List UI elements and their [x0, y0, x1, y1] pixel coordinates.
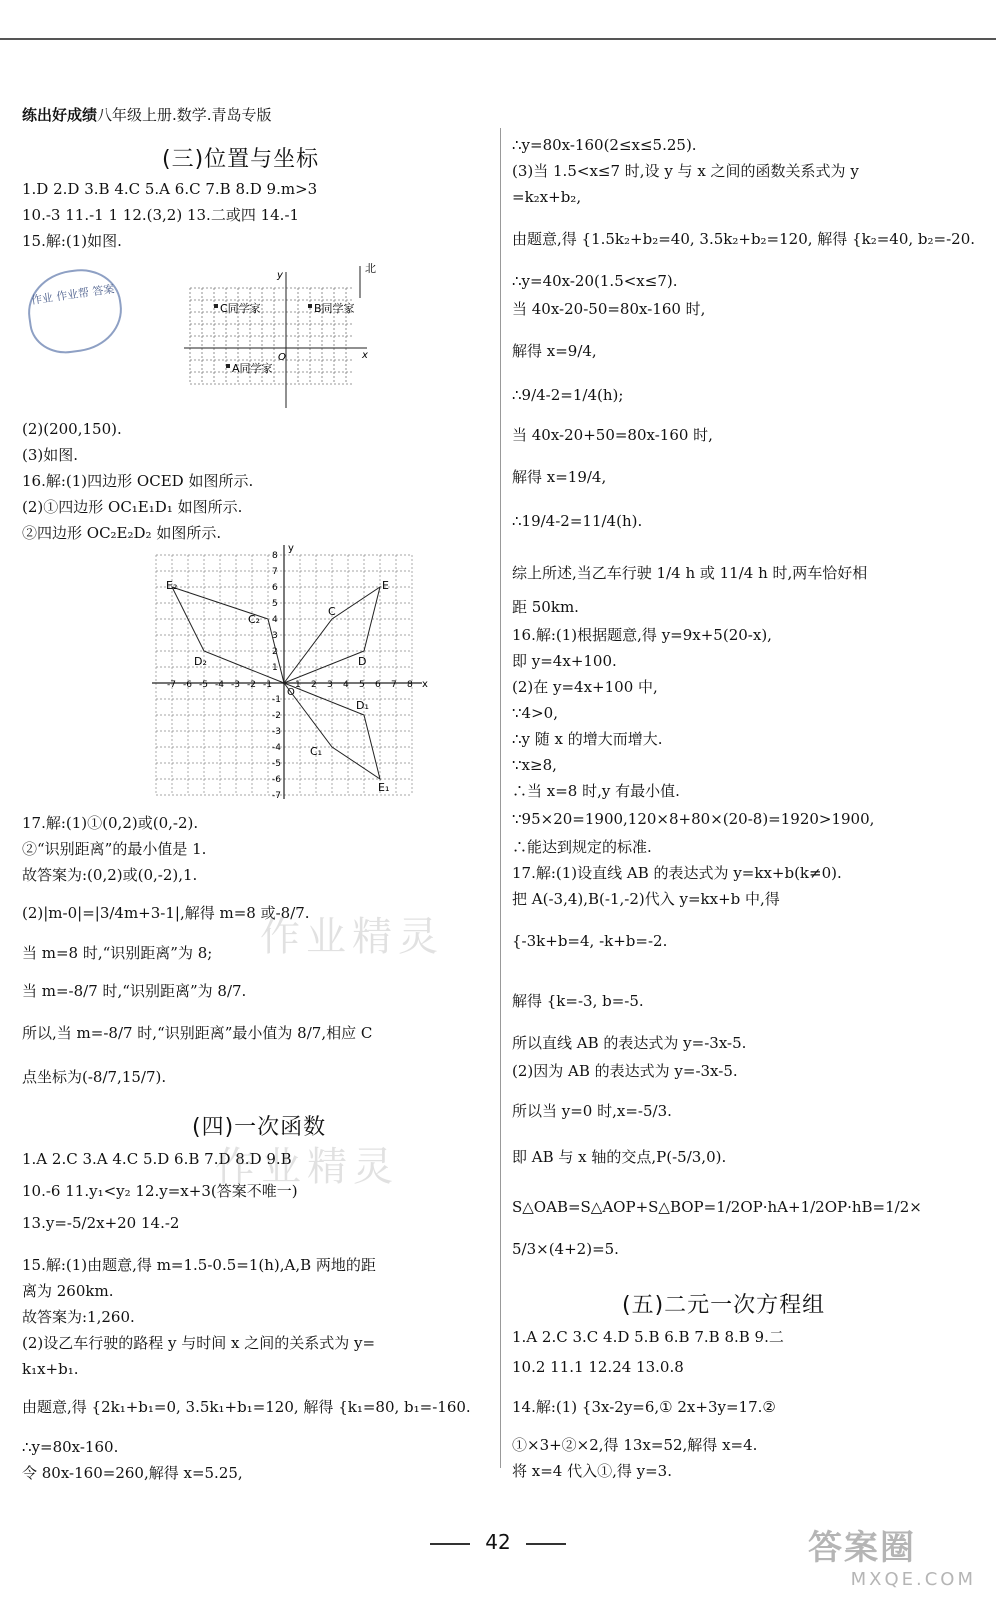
figure-coordinate-map — [182, 258, 382, 408]
answer-line: ∴19/4-2=11/4(h). — [512, 512, 643, 530]
answer-line: 当 40x-20-50=80x-160 时, — [512, 300, 706, 318]
y-tick-label: 1 — [272, 663, 278, 673]
section-title-3: (三)位置与坐标 — [162, 147, 320, 172]
homework-stamp — [23, 264, 127, 358]
y-tick-label: 6 — [272, 583, 278, 593]
answer-line: 令 80x-160=260,解得 x=5.25, — [22, 1464, 243, 1482]
answer-line: S△OAB=S△AOP+S△BOP=1/2OP·hA+1/2OP·hB=1/2× — [512, 1198, 922, 1216]
map-x-label: x — [362, 350, 368, 361]
answer-line: 点坐标为(-8/7,15/7). — [22, 1068, 167, 1086]
watermark: 作业精灵 — [260, 914, 444, 960]
answer-line: 解得 {k=-3, b=-5. — [512, 992, 644, 1010]
answer-line: ∴y 随 x 的增大而增大. — [512, 730, 663, 748]
x-tick-label: -3 — [231, 680, 240, 690]
answer-line: 离为 260km. — [22, 1282, 114, 1300]
answer-line: 当 m=-8/7 时,“识别距离”为 8/7. — [22, 982, 247, 1000]
x-tick-label: 3 — [327, 680, 333, 690]
answer-line: (2)(200,150). — [22, 420, 122, 438]
y-tick-label: -1 — [272, 695, 281, 705]
x-axis-label: x — [422, 679, 428, 690]
point-label-D2: D₂ — [194, 655, 207, 668]
y-tick-label: 7 — [272, 567, 278, 577]
answer-line: ∵95×20=1900,120×8+80×(20-8)=1920>1900, — [512, 810, 875, 828]
point-label-E2: E₂ — [166, 579, 178, 592]
x-tick-label: 5 — [359, 680, 365, 690]
answer-line: =k₂x+b₂, — [512, 188, 582, 206]
y-tick-label: -7 — [272, 791, 281, 801]
watermark: 作业精灵 — [215, 1144, 399, 1190]
y-tick-label: -6 — [272, 775, 281, 785]
y-tick-label: 2 — [272, 647, 278, 657]
section-title-4: (四)一次函数 — [192, 1115, 327, 1140]
answer-line: ②四边形 OC₂E₂D₂ 如图所示. — [22, 524, 222, 542]
y-axis-label: y — [288, 543, 294, 554]
x-tick-label: 2 — [311, 680, 317, 690]
answer-line: 14.解:(1) {3x-2y=6,① 2x+3y=17.② — [512, 1398, 776, 1416]
answer-line: 13.y=-5/2x+20 14.-2 — [22, 1214, 180, 1232]
x-tick-label: -4 — [215, 680, 224, 690]
answer-line: 10.2 11.1 12.24 13.0.8 — [512, 1358, 684, 1376]
page-number: 42 — [485, 1530, 511, 1554]
north-label: 北 — [365, 262, 376, 275]
answer-line: 10.-6 11.y₁<y₂ 12.y=x+3(答案不唯一) — [22, 1182, 298, 1200]
answer-line: ∴9/4-2=1/4(h); — [512, 386, 624, 404]
home-c-label: C同学家 — [220, 302, 261, 315]
point-label-E1: E₁ — [378, 781, 390, 794]
answer-line: (2)在 y=4x+100 中, — [512, 678, 658, 696]
map-y-label: y — [277, 270, 283, 281]
answer-line: (2)设乙车行驶的路程 y 与时间 x 之间的关系式为 y= — [22, 1334, 376, 1352]
answer-line: 17.解:(1)①(0,2)或(0,-2). — [22, 814, 199, 832]
x-tick-label: 4 — [343, 680, 349, 690]
answer-line: 即 y=4x+100. — [512, 652, 617, 670]
home-b-label: B同学家 — [314, 302, 355, 315]
answer-line: 17.解:(1)设直线 AB 的表达式为 y=kx+b(k≠0). — [512, 864, 842, 882]
point-label-C2: C₂ — [248, 613, 261, 626]
answer-line: ∴y=80x-160. — [22, 1438, 119, 1456]
section-title-5: (五)二元一次方程组 — [622, 1293, 826, 1318]
answer-line: ∴当 x=8 时,y 有最小值. — [512, 782, 680, 800]
answer-line: 当 m=8 时,“识别距离”为 8; — [22, 944, 213, 962]
x-tick-label: -2 — [247, 680, 256, 690]
x-tick-label: -1 — [263, 680, 272, 690]
x-tick-label: -6 — [183, 680, 192, 690]
point-label-D1: D₁ — [356, 699, 369, 712]
x-tick-label: -5 — [199, 680, 208, 690]
stamp-text: 作业 作业帮 答案 — [30, 282, 116, 307]
figure-quadrilaterals — [132, 535, 432, 805]
answer-line: 综上所述,当乙车行驶 1/4 h 或 11/4 h 时,两车恰好相 — [512, 564, 868, 582]
y-tick-label: -3 — [272, 727, 281, 737]
answer-line: (2)①四边形 OC₁E₁D₁ 如图所示. — [22, 498, 243, 516]
x-tick-label: -7 — [167, 680, 176, 690]
logo-top: 答案圈 — [808, 1528, 916, 1568]
site-logo — [808, 1520, 976, 1592]
header-rest: 八年级上册.数学.青岛专版 — [97, 106, 272, 124]
answer-line: 1.A 2.C 3.C 4.D 5.B 6.B 7.B 8.B 9.二 — [512, 1328, 784, 1346]
x-tick-label: 6 — [375, 680, 381, 690]
answer-line: ∴y=40x-20(1.5<x≤7). — [512, 272, 678, 290]
answer-line: ①×3+②×2,得 13x=52,解得 x=4. — [512, 1436, 758, 1454]
answer-line: 即 AB 与 x 轴的交点,P(-5/3,0). — [512, 1148, 727, 1166]
answer-line: 1.D 2.D 3.B 4.C 5.A 6.C 7.B 8.D 9.m>3 — [22, 180, 318, 198]
answer-line: (2)因为 AB 的表达式为 y=-3x-5. — [512, 1062, 738, 1080]
answer-line: 由题意,得 {1.5k₂+b₂=40, 3.5k₂+b₂=120, 解得 {k₂=40, b₂=-20. — [512, 230, 976, 248]
home-a-label: A同学家 — [232, 362, 273, 375]
logo-bottom: MXQE.COM — [850, 1569, 976, 1590]
answer-line: ∴能达到规定的标准. — [512, 838, 652, 856]
answer-line: 所以当 y=0 时,x=-5/3. — [512, 1102, 672, 1120]
point-label-E: E — [382, 579, 389, 592]
y-tick-label: -2 — [272, 711, 281, 721]
answer-line: 把 A(-3,4),B(-1,-2)代入 y=kx+b 中,得 — [512, 890, 780, 908]
answer-line: 故答案为:(0,2)或(0,-2),1. — [22, 866, 198, 884]
y-tick-label: -5 — [272, 759, 281, 769]
answer-line: 1.A 2.C 3.A 4.C 5.D 6.B 7.D 8.D 9.B — [22, 1150, 292, 1168]
x-tick-label: 7 — [391, 680, 397, 690]
answer-line: 将 x=4 代入①,得 y=3. — [512, 1462, 672, 1480]
x-tick-label: 1 — [295, 680, 301, 690]
answer-line: 解得 x=9/4, — [512, 342, 597, 360]
answer-line: {-3k+b=4, -k+b=-2. — [512, 932, 668, 950]
y-tick-label: 8 — [272, 551, 278, 561]
footer-dash-right — [526, 1543, 566, 1545]
answer-line: (3)如图. — [22, 446, 79, 464]
answer-line: 5/3×(4+2)=5. — [512, 1240, 619, 1258]
point-label-D: D — [358, 655, 367, 668]
point-label-C: C — [328, 605, 336, 618]
y-tick-label: 5 — [272, 599, 278, 609]
answer-line: 16.解:(1)根据题意,得 y=9x+5(20-x), — [512, 626, 772, 644]
running-header — [22, 104, 272, 125]
point-label-C1: C₁ — [310, 745, 323, 758]
answer-line: ∵x≥8, — [512, 756, 557, 774]
answer-line: 由题意,得 {2k₁+b₁=0, 3.5k₁+b₁=120, 解得 {k₁=80, b₁=-160. — [22, 1398, 471, 1416]
y-tick-label: 3 — [272, 631, 278, 641]
answer-line: 10.-3 11.-1 1 12.(3,2) 13.二或四 14.-1 — [22, 206, 300, 224]
answer-line: ②“识别距离”的最小值是 1. — [22, 840, 207, 858]
y-tick-label: 4 — [272, 615, 278, 625]
answer-line: 15.解:(1)如图. — [22, 232, 122, 250]
answer-line: 所以直线 AB 的表达式为 y=-3x-5. — [512, 1034, 747, 1052]
answer-line: (3)当 1.5<x≤7 时,设 y 与 x 之间的函数关系式为 y — [512, 162, 859, 180]
answer-line: 距 50km. — [512, 598, 579, 616]
top-rule — [0, 38, 996, 40]
answer-line: (2)|m-0|=|3/4m+3-1|,解得 m=8 或-8/7. — [22, 904, 310, 922]
column-divider — [500, 128, 501, 1468]
answer-line: 15.解:(1)由题意,得 m=1.5-0.5=1(h),A,B 两地的距 — [22, 1256, 376, 1274]
answer-line: ∵4>0, — [512, 704, 558, 722]
answer-line: ∴y=80x-160(2≤x≤5.25). — [512, 136, 697, 154]
answer-line: 故答案为:1,260. — [22, 1308, 135, 1326]
y-tick-label: -4 — [272, 743, 281, 753]
answer-line: 所以,当 m=-8/7 时,“识别距离”最小值为 8/7,相应 C — [22, 1024, 373, 1042]
answer-line: 16.解:(1)四边形 OCED 如图所示. — [22, 472, 254, 490]
origin-label: O — [287, 687, 295, 698]
answer-line: 解得 x=19/4, — [512, 468, 607, 486]
x-tick-label: 8 — [407, 680, 413, 690]
map-origin-label: O — [278, 352, 286, 363]
answer-line: 当 40x-20+50=80x-160 时, — [512, 426, 713, 444]
answer-line: k₁x+b₁. — [22, 1360, 79, 1378]
header-bold: 练出好成绩 — [22, 106, 98, 124]
